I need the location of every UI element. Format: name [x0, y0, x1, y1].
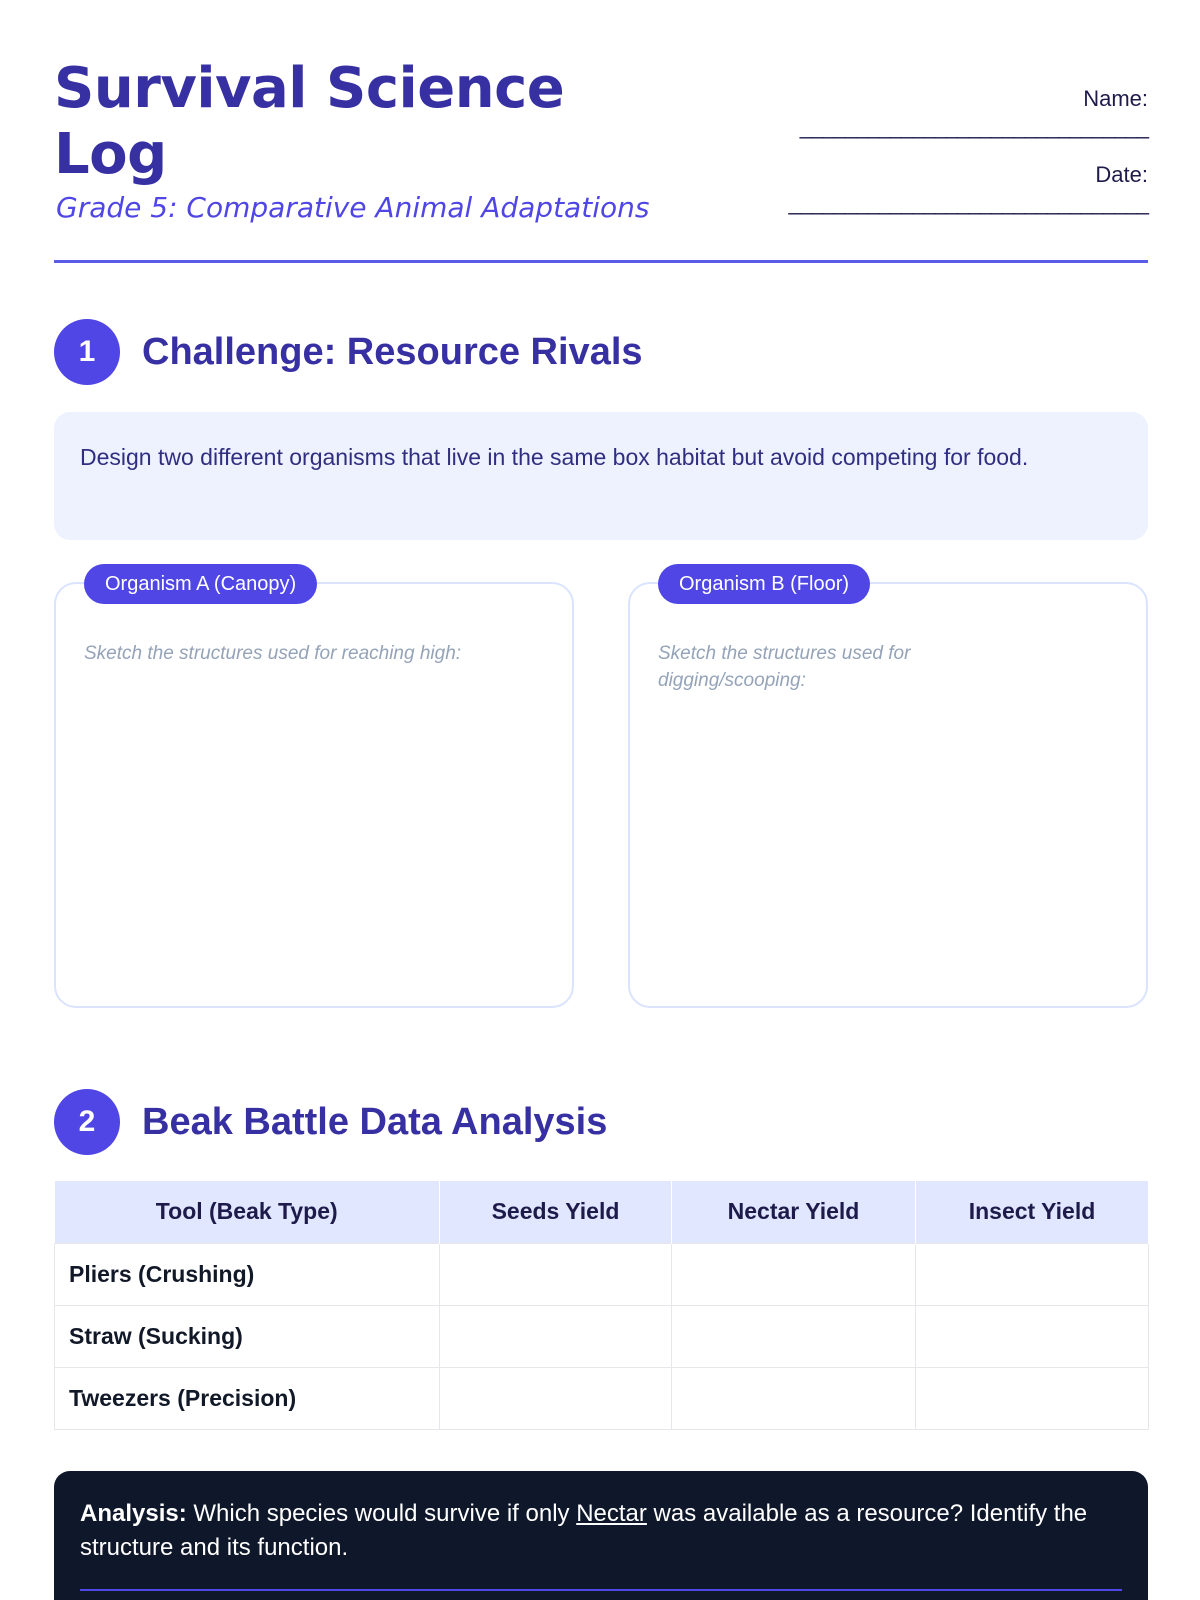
organism-a-hint: Sketch the structures used for reaching high: — [84, 643, 462, 664]
seeds-yield-cell[interactable] — [440, 1243, 672, 1305]
analysis-highlight: Nectar — [576, 1500, 647, 1527]
organism-b-sketch-area[interactable] — [628, 573, 1148, 1008]
organism-a-tag: Organism A (Canopy) — [84, 564, 317, 604]
nectar-yield-cell[interactable] — [672, 1243, 916, 1305]
insect-yield-cell[interactable] — [916, 1305, 1149, 1367]
challenge-prompt: Design two different organisms that live in the same box habitat but avoid competing for food. — [54, 412, 1148, 540]
name-label: Name: — [1083, 86, 1148, 111]
beak-type-cell: Straw (Sucking) — [55, 1305, 440, 1367]
column-header: Insect Yield — [916, 1181, 1149, 1243]
organism-b-tag: Organism B (Floor) — [658, 564, 870, 604]
column-header: Seeds Yield — [440, 1181, 672, 1243]
analysis-question — [54, 1471, 1148, 1600]
beak-type-cell: Tweezers (Precision) — [55, 1367, 440, 1429]
table-row — [55, 1367, 1149, 1429]
date-label: Date: — [1095, 162, 1148, 187]
section-2-heading — [54, 1088, 607, 1156]
seeds-yield-cell[interactable] — [440, 1367, 672, 1429]
insect-yield-cell[interactable] — [916, 1367, 1149, 1429]
seeds-yield-cell[interactable] — [440, 1305, 672, 1367]
column-header: Nectar Yield — [672, 1181, 916, 1243]
organism-b-hint: Sketch the structures used for digging/scooping: — [658, 643, 911, 691]
section-number-badge: 1 — [54, 319, 120, 385]
section-number-badge: 2 — [54, 1089, 120, 1155]
analysis-text: was available as a resource? Identify the structure and its function. — [80, 1500, 1088, 1561]
analysis-text: Which species would survive if only — [186, 1500, 577, 1527]
column-header: Tool (Beak Type) — [55, 1181, 440, 1243]
table-row — [55, 1243, 1149, 1305]
section-1-heading — [54, 318, 643, 386]
student-info — [748, 86, 1148, 238]
date-field[interactable]: ________________________________ — [788, 190, 1148, 215]
nectar-yield-cell[interactable] — [672, 1305, 916, 1367]
nectar-yield-cell[interactable] — [672, 1367, 916, 1429]
insect-yield-cell[interactable] — [916, 1243, 1149, 1305]
table-header-row — [55, 1181, 1149, 1243]
page-subtitle: Grade 5: Comparative Animal Adaptations — [56, 191, 650, 224]
name-field[interactable]: _______________________________ — [799, 114, 1148, 139]
answer-line[interactable] — [80, 1589, 1122, 1591]
table-row — [55, 1305, 1149, 1367]
worksheet-header — [54, 56, 1148, 263]
section-title: Challenge: Resource Rivals — [142, 330, 643, 373]
analysis-label: Analysis: — [80, 1500, 187, 1527]
organism-a-sketch-area[interactable] — [54, 573, 574, 1008]
section-title: Beak Battle Data Analysis — [142, 1100, 608, 1143]
page-title: Survival Science Log — [54, 56, 565, 187]
beak-data-table — [54, 1181, 1149, 1430]
beak-type-cell: Pliers (Crushing) — [55, 1243, 440, 1305]
